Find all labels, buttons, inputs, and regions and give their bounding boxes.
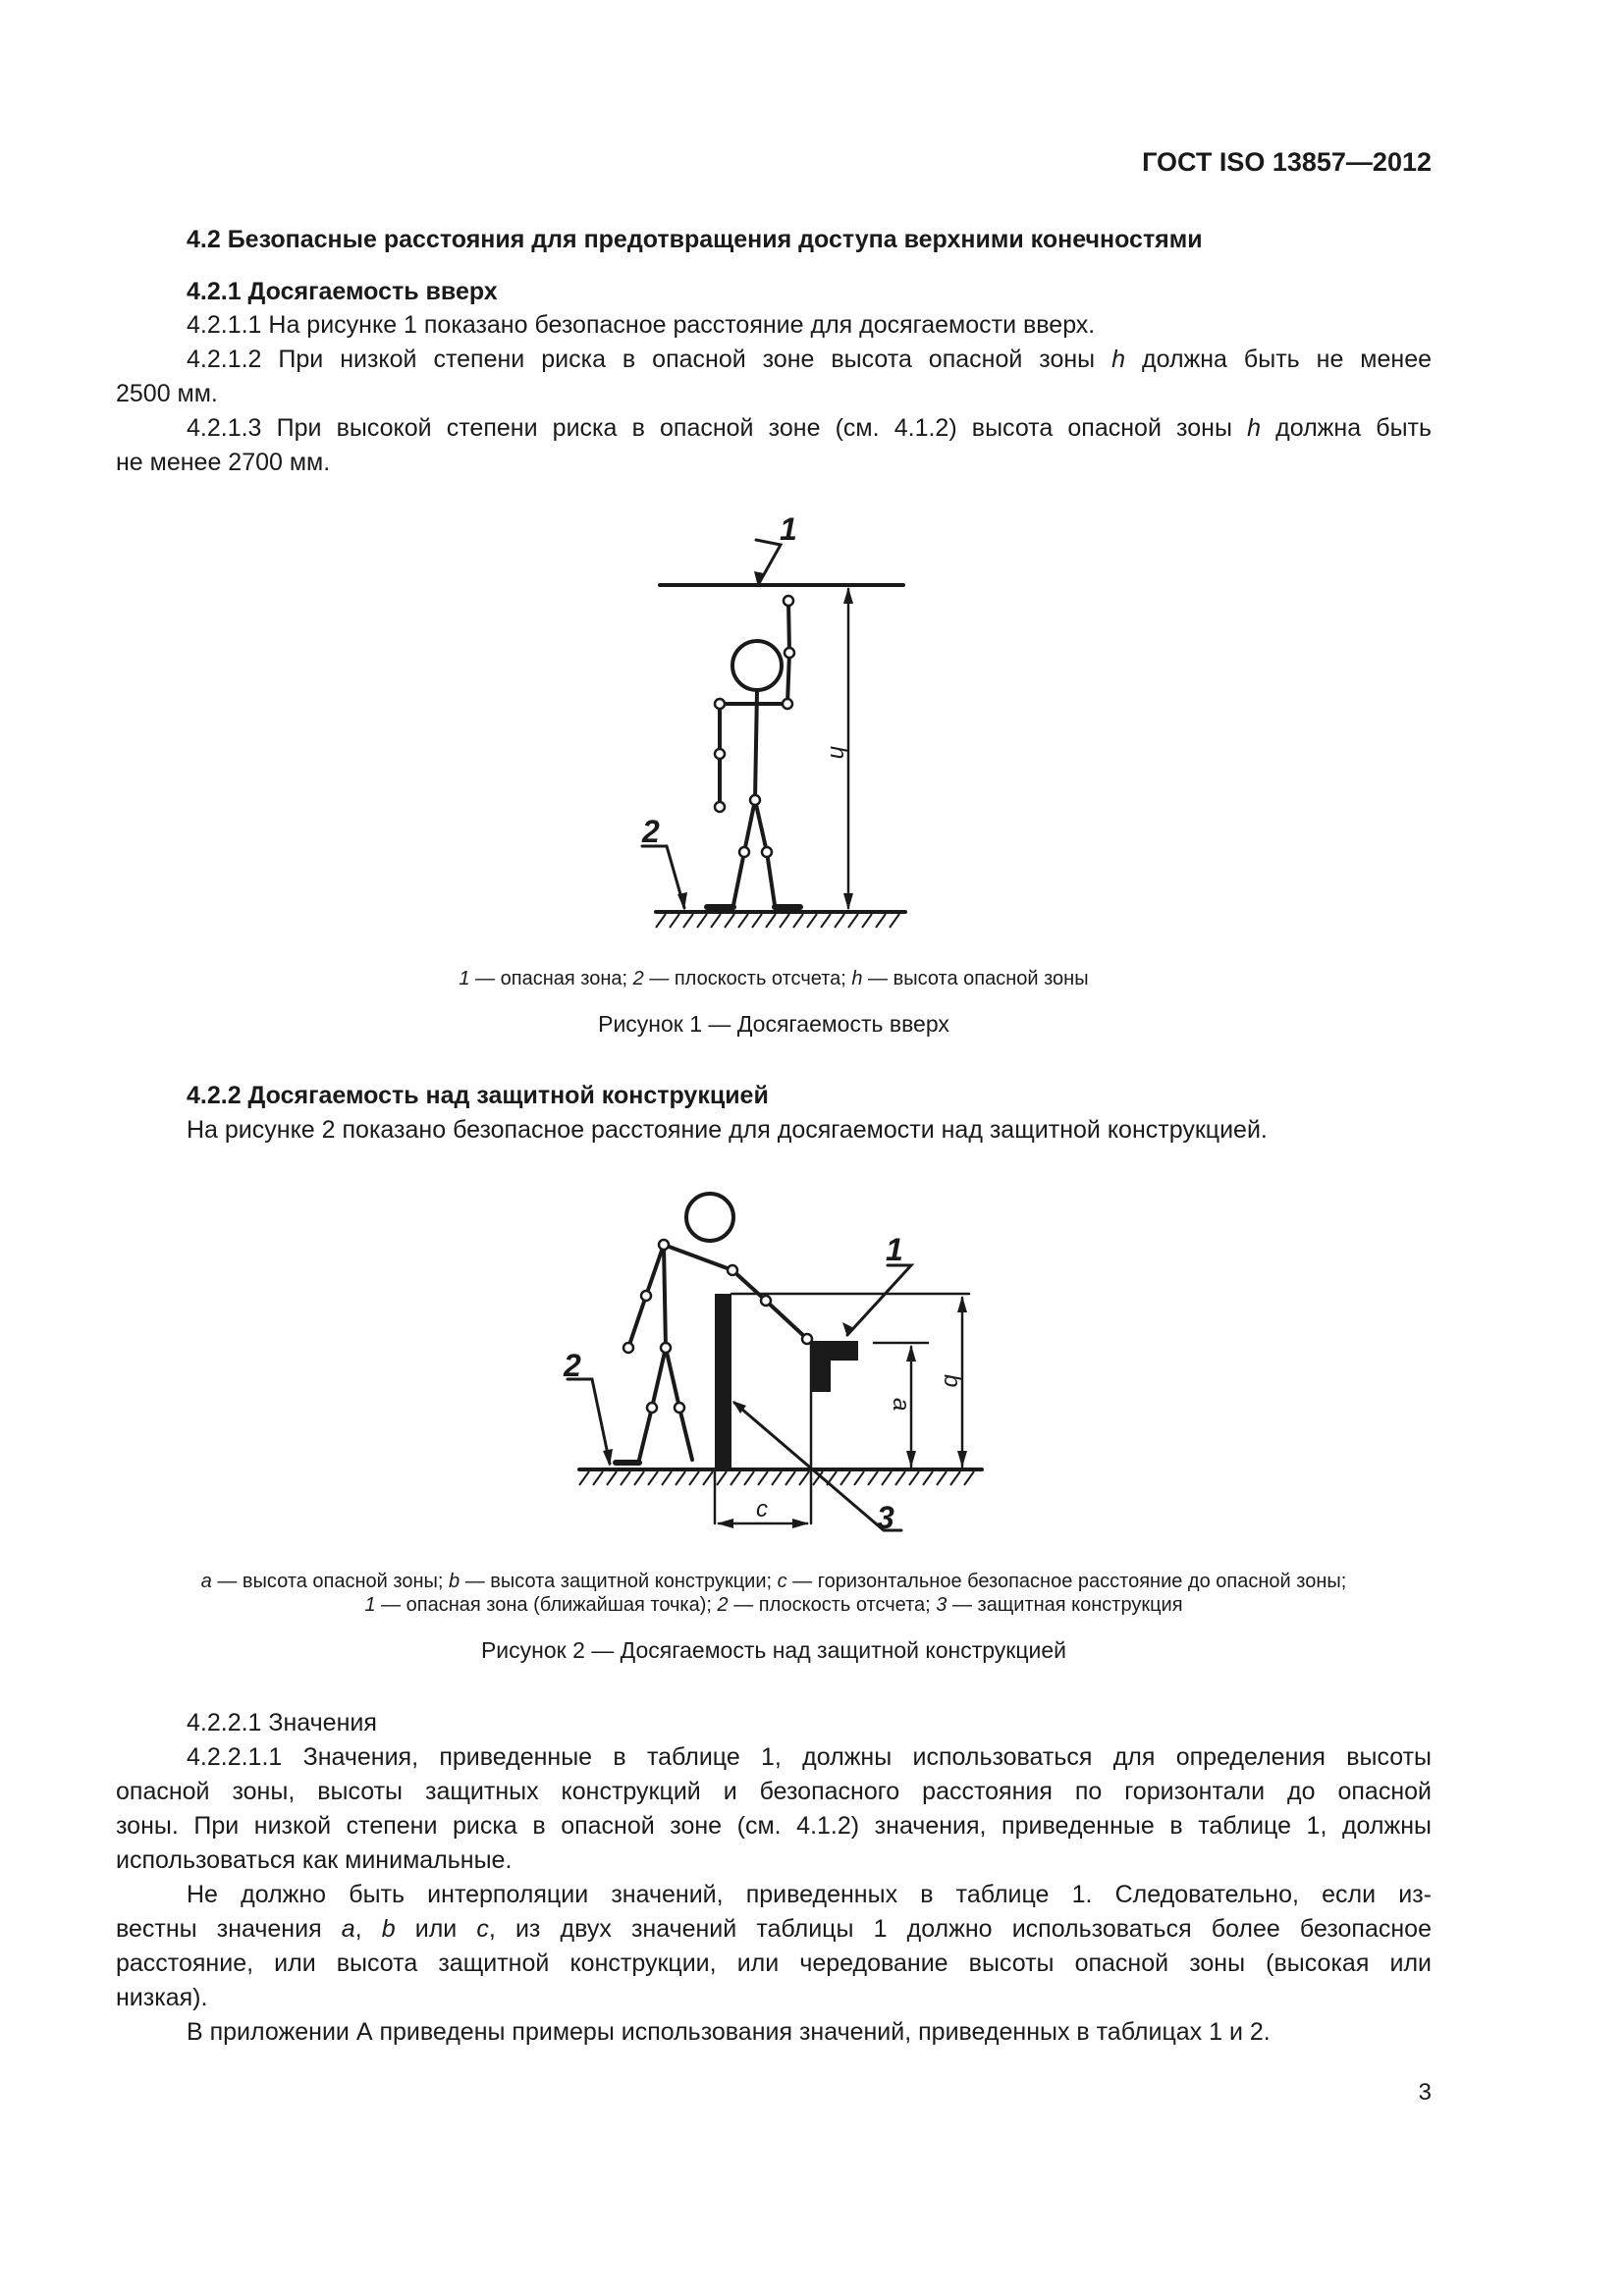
paragraph-4-2-1-2 — [116, 343, 1432, 411]
figure-2-label-3: 3 — [877, 1500, 894, 1535]
paragraph-text: расстояние, или высота защитной конструкции, или чередование высоты опасной зоны (высокая или — [116, 1949, 1432, 1977]
paragraph-text: должна быть не менее — [1142, 346, 1433, 373]
figure-2-title: Рисунок 2 — Досягаемость над защитной конструкцией — [480, 1637, 1067, 1663]
variable-c: c — [476, 1915, 489, 1943]
legend-key: c — [777, 1571, 787, 1592]
figure-1-label-1: 1 — [780, 511, 797, 547]
figure-2-label-b: b — [939, 1374, 965, 1388]
legend-text: — горизонтальное безопасное расстояние до опасной зоны; — [786, 1571, 1347, 1592]
legend-text: — высота опасной зоны; — [211, 1571, 450, 1592]
paragraph-text: , — [354, 1915, 382, 1943]
paragraph-4-2-2 — [187, 1113, 1432, 1148]
paragraph-text: 2500 мм. — [116, 380, 218, 407]
paragraph-text: не менее 2700 мм. — [116, 449, 331, 476]
paragraph-4-2-1-3 — [116, 411, 1432, 480]
variable-b: b — [381, 1915, 396, 1943]
figure-2-label-1: 1 — [886, 1232, 903, 1267]
legend-key: a — [200, 1571, 212, 1592]
legend-text: — опасная зона; — [469, 968, 633, 989]
figure-2-legend-line-1 — [116, 1571, 1432, 1593]
legend-key: 1 — [459, 968, 470, 989]
figure-2-label-2: 2 — [564, 1348, 581, 1383]
figure-2-diagram — [560, 1178, 1001, 1541]
paragraph-text: или — [395, 1915, 477, 1943]
legend-key: 3 — [936, 1594, 947, 1616]
legend-text: — высота защитной конструкции; — [460, 1571, 778, 1592]
document-code: ГОСТ ISO 13857—2012 — [1142, 147, 1432, 177]
figure-2-label-a: a — [888, 1398, 914, 1412]
figure-1-label-h: h — [825, 746, 851, 760]
legend-text: — плоскость отсчета; — [643, 968, 852, 989]
figure-1-legend — [116, 968, 1432, 990]
paragraph-text: , из двух значений таблицы 1 должно использоваться более безопасное — [488, 1915, 1432, 1943]
figure-1-label-2: 2 — [642, 814, 660, 849]
figure-1-diagram — [628, 501, 923, 942]
section-4-2-2-title: 4.2.2 Досягаемость над защитной конструкцией — [187, 1082, 769, 1109]
legend-text: — защитная конструкция — [947, 1594, 1183, 1616]
paragraph-no-interpolation — [116, 1878, 1432, 2015]
variable-h: h — [1111, 346, 1126, 373]
paragraph-4-2-2-1-1 — [116, 1740, 1432, 1878]
paragraph-text: вестны значения — [116, 1915, 342, 1943]
legend-key: h — [851, 968, 863, 989]
section-4-2-2-1-title — [116, 1706, 1432, 1740]
section-4-2-title: 4.2 Безопасные расстояния для предотвращения доступа верхними конечностями — [187, 226, 1203, 253]
paragraph-text: низкая). — [116, 1984, 208, 2011]
paragraph-4-2-1-1 — [116, 308, 1432, 343]
paragraph-text: В приложении А приведены примеры использования значений, приведенных в таблицах 1 и 2. — [187, 2018, 1271, 2046]
paragraph-text: 4.2.1.3 При высокой степени риска в опасной зоне (см. 4.1.2) высота опасной зоны — [187, 414, 1232, 442]
paragraph-text: 4.2.1.2 При низкой степени риска в опасной зоне высота опасной зоны — [187, 346, 1096, 373]
page-number: 3 — [1418, 2079, 1432, 2106]
paragraph-text: зоны. При низкой степени риска в опасной зоне (см. 4.1.2) значения, приведенные в таблице 1, должны — [116, 1812, 1432, 1840]
legend-text: — опасная зона (ближайшая точка); — [375, 1594, 718, 1616]
legend-key: b — [449, 1571, 460, 1592]
figure-2-label-c: c — [756, 1496, 768, 1522]
paragraph-text: использоваться как минимальные. — [116, 1846, 513, 1874]
paragraph-text: 4.2.1.1 На рисунке 1 показано безопасное расстояние для досягаемости вверх. — [187, 311, 1096, 339]
figure-2-legend-line-2 — [116, 1594, 1432, 1617]
paragraph-text: 4.2.2.1.1 Значения, приведенные в таблице 1, должны использоваться для определения высоты — [187, 1743, 1432, 1771]
legend-text: — высота опасной зоны — [862, 968, 1089, 989]
variable-a: a — [341, 1915, 355, 1943]
paragraph-text: 4.2.2.1 Значения — [187, 1709, 377, 1736]
legend-key: 2 — [632, 968, 644, 989]
paragraph-text: опасной зоны, высоты защитных конструкций и безопасного расстояния по горизонтали до опасной — [116, 1778, 1432, 1805]
paragraph-text: На рисунке 2 показано безопасное расстояние для досягаемости над защитной конструкцией. — [187, 1116, 1268, 1144]
legend-text: — плоскость отсчета; — [728, 1594, 937, 1616]
section-4-2-1-title: 4.2.1 Досягаемость вверх — [187, 278, 498, 305]
legend-key: 2 — [717, 1594, 729, 1616]
variable-h: h — [1247, 414, 1261, 442]
figure-1-title: Рисунок 1 — Досягаемость вверх — [598, 1011, 949, 1037]
paragraph-text: Не должно быть интерполяции значений, приведенных в таблице 1. Следовательно, если из- — [187, 1881, 1432, 1908]
paragraph-annex-a — [116, 2015, 1432, 2050]
paragraph-text: должна быть — [1275, 414, 1433, 442]
legend-key: 1 — [364, 1594, 376, 1616]
